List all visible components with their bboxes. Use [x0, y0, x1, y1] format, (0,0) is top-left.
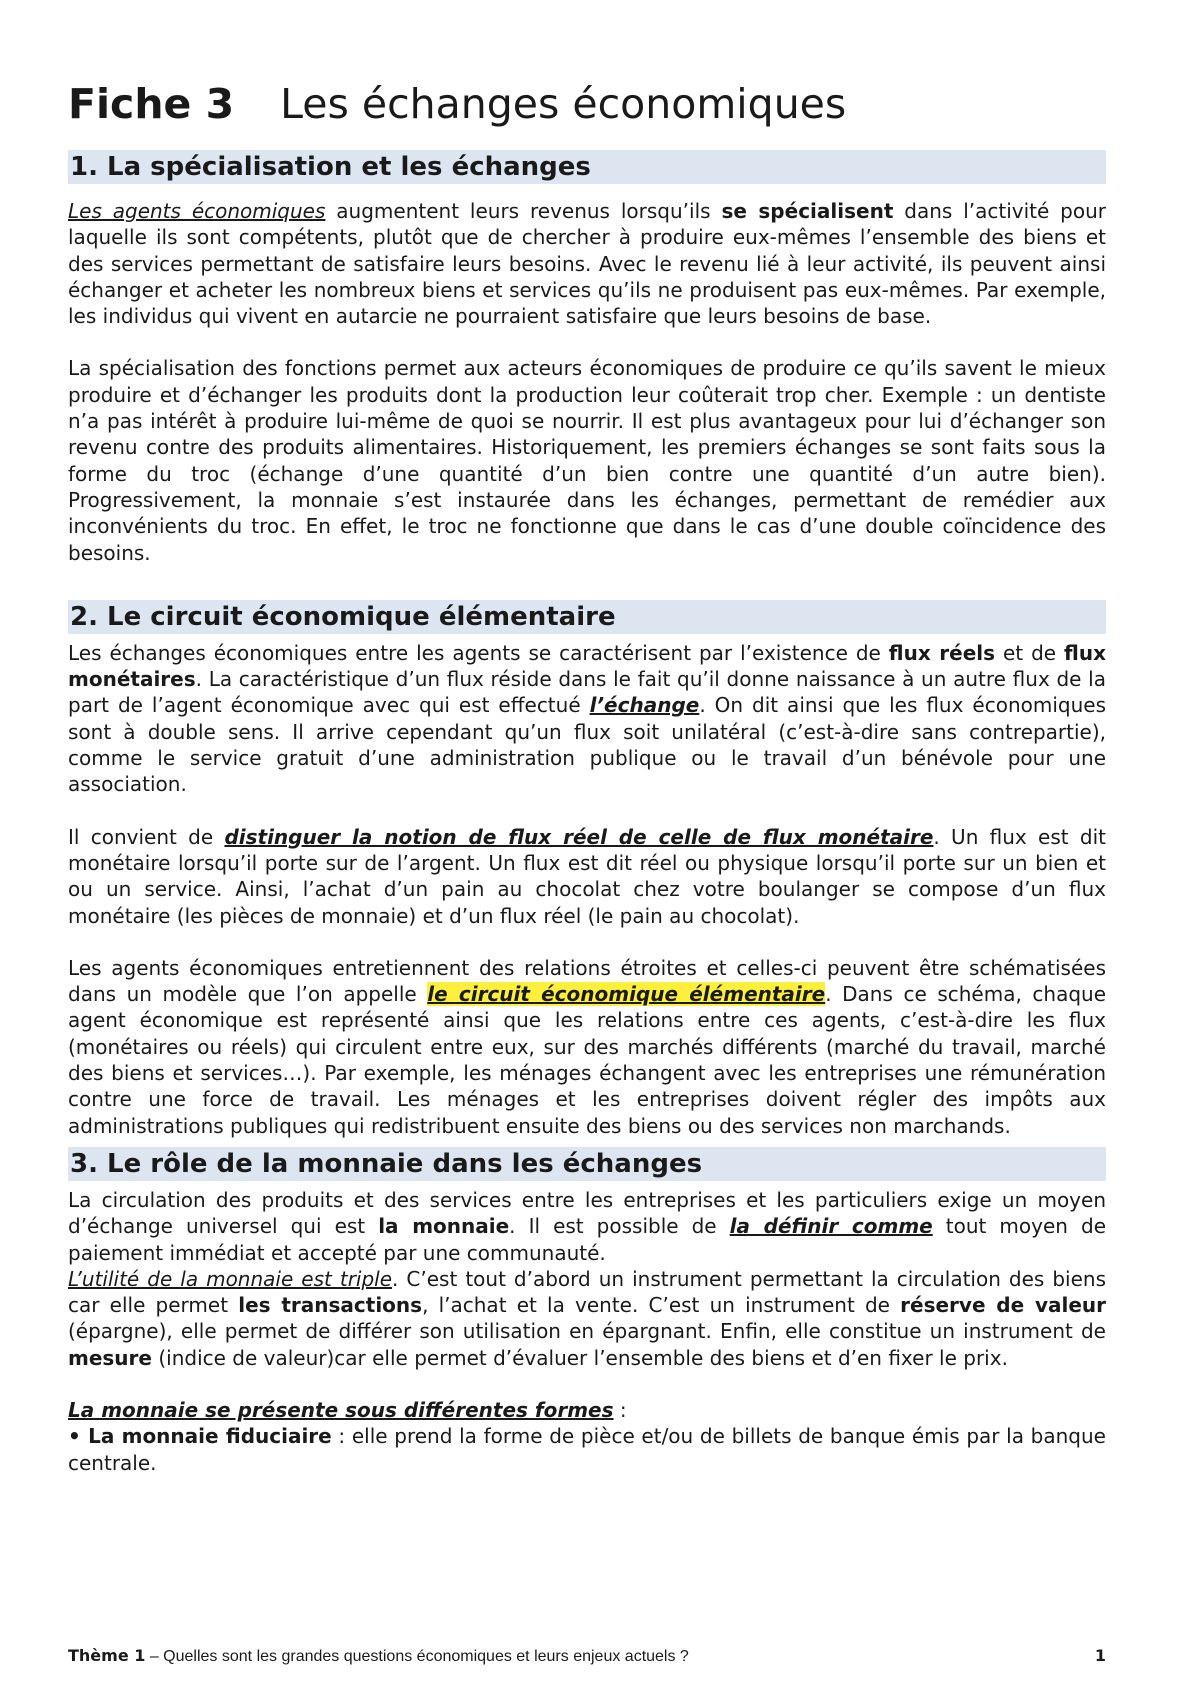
document-page [68, 78, 1106, 1476]
section-1-paragraph-1: Les agents économiques augmentent leurs revenus lorsqu’ils se spécialisent dans l’activité pour laquelle ils sont compétents, plutôt que de chercher à produire eux-mêmes l’ensemble des biens et des services permettant de satisfaire leurs besoins. Avec le revenu lié à leur activité, ils peuvent ainsi échanger et acheter les nombreux biens et services qu’ils ne produisent pas eux-mêmes. Par exemple, les individus qui vivent en autarcie ne pourraient satisfaire que leurs besoins de base. [68, 199, 1107, 329]
section-3-paragraph-3: La monnaie se présente sous différentes formes : [68, 1397, 627, 1422]
highlighted-term: le circuit économique élémentaire [427, 982, 826, 1007]
footer-text: – Quelles sont les grandes questions économiques et leurs enjeux actuels ? [145, 1648, 689, 1665]
section-2-paragraph-1: Les échanges économiques entre les agents se caractérisent par l’existence de flux réels et de flux monétaires. La caractéristique d’un flux réside dans le fait qu’il donne naissance à un autre flux de la part de l’agent économique avec qui est effectué l’échange. On dit ainsi que les flux économiques sont à double sens. Il arrive cependant qu’un flux soit unilatéral (c’est-à-dire sans contrepartie), comme le service gratuit d’une administration publique ou le travail d’un bénévole pour une association. [68, 640, 1106, 797]
section-3-paragraph-1: La circulation des produits et des services entre les entreprises et les particuliers exige un moyen d’échange universel qui est la monnaie. Il est possible de la définir comme tout moyen de paiement immédiat et accepté par une communauté. [68, 1187, 1106, 1265]
section-3-heading: 3. Le rôle de la monnaie dans les échanges [68, 1147, 1106, 1181]
section-3-bullet-fiduciaire: • La monnaie fiduciaire : elle prend la forme de pièce et/ou de billets de banque émis par la banque centrale. [68, 1424, 1106, 1475]
fiche-number: Fiche 3 [68, 80, 235, 128]
section-1-paragraph-2: La spécialisation des fonctions permet aux acteurs économiques de produire ce qu’ils savent le mieux produire et d’échanger les produits dont la production leur coûterait trop cher. Exemple : un dentiste n’a pas intérêt à produire lui-même de quoi se nourrir. Il est plus avantageux pour lui d’échanger son revenu contre des produits alimentaires. Historiquement, les premiers échanges se sont faits sous la forme du troc (échange d’une quantité d’un bien contre une quantité d’un autre bien). Progressivement, la monnaie s’est instaurée dans les échanges, permettant de remédier aux inconvénients du troc. En effet, le troc ne fonctionne que dans le cas d’une double coïncidence des besoins. [68, 356, 1106, 565]
page-footer [68, 1646, 1106, 1667]
page-title [68, 78, 1106, 130]
section-2-heading: 2. Le circuit économique élémentaire [68, 600, 1106, 634]
page-number: 1 [1094, 1646, 1106, 1665]
section-2-paragraph-3: Les agents économiques entretiennent des relations étroites et celles-ci peuvent être schématisées dans un modèle que l’on appelle le circuit économique élémentaire. Dans ce schéma, chaque agent économique est représenté ainsi que les relations entre ces agents, c’est-à-dire les flux (monétaires ou réels) qui circulent entre eux, sur des marchés différents (marché du travail, marché des biens et services…). Par exemple, les ménages échangent avec les entreprises une rémunération contre une force de travail. Les ménages et les entreprises doivent régler des impôts aux administrations publiques qui redistribuent ensuite des biens ou des services non marchands. [68, 955, 1107, 1138]
footer-theme: Thème 1 [68, 1646, 146, 1665]
section-3-paragraph-2: L’utilité de la monnaie est triple. C’est tout d’abord un instrument permettant la circulation des biens car elle permet les transactions, l’achat et la vente. C’est un instrument de réserve de valeur (épargne), elle permet de différer son utilisation en épargnant. Enfin, elle constitue un instrument de mesure (indice de valeur)car elle permet d’évaluer l’ensemble des biens et d’en fixer le prix. [68, 1266, 1107, 1370]
fiche-title: Les échanges économiques [280, 80, 847, 128]
section-2-paragraph-2: Il convient de distinguer la notion de flux réel de celle de flux monétaire. Un flux est dit monétaire lorsqu’il porte sur de l’argent. Un flux est dit réel ou physique lorsqu’il porte sur un bien et ou un service. Ainsi, l’achat d’un pain au chocolat chez votre boulanger se compose d’un flux monétaire (les pièces de monnaie) et d’un flux réel (le pain au chocolat). [68, 824, 1106, 928]
section-1-heading: 1. La spécialisation et les échanges [68, 150, 1106, 184]
